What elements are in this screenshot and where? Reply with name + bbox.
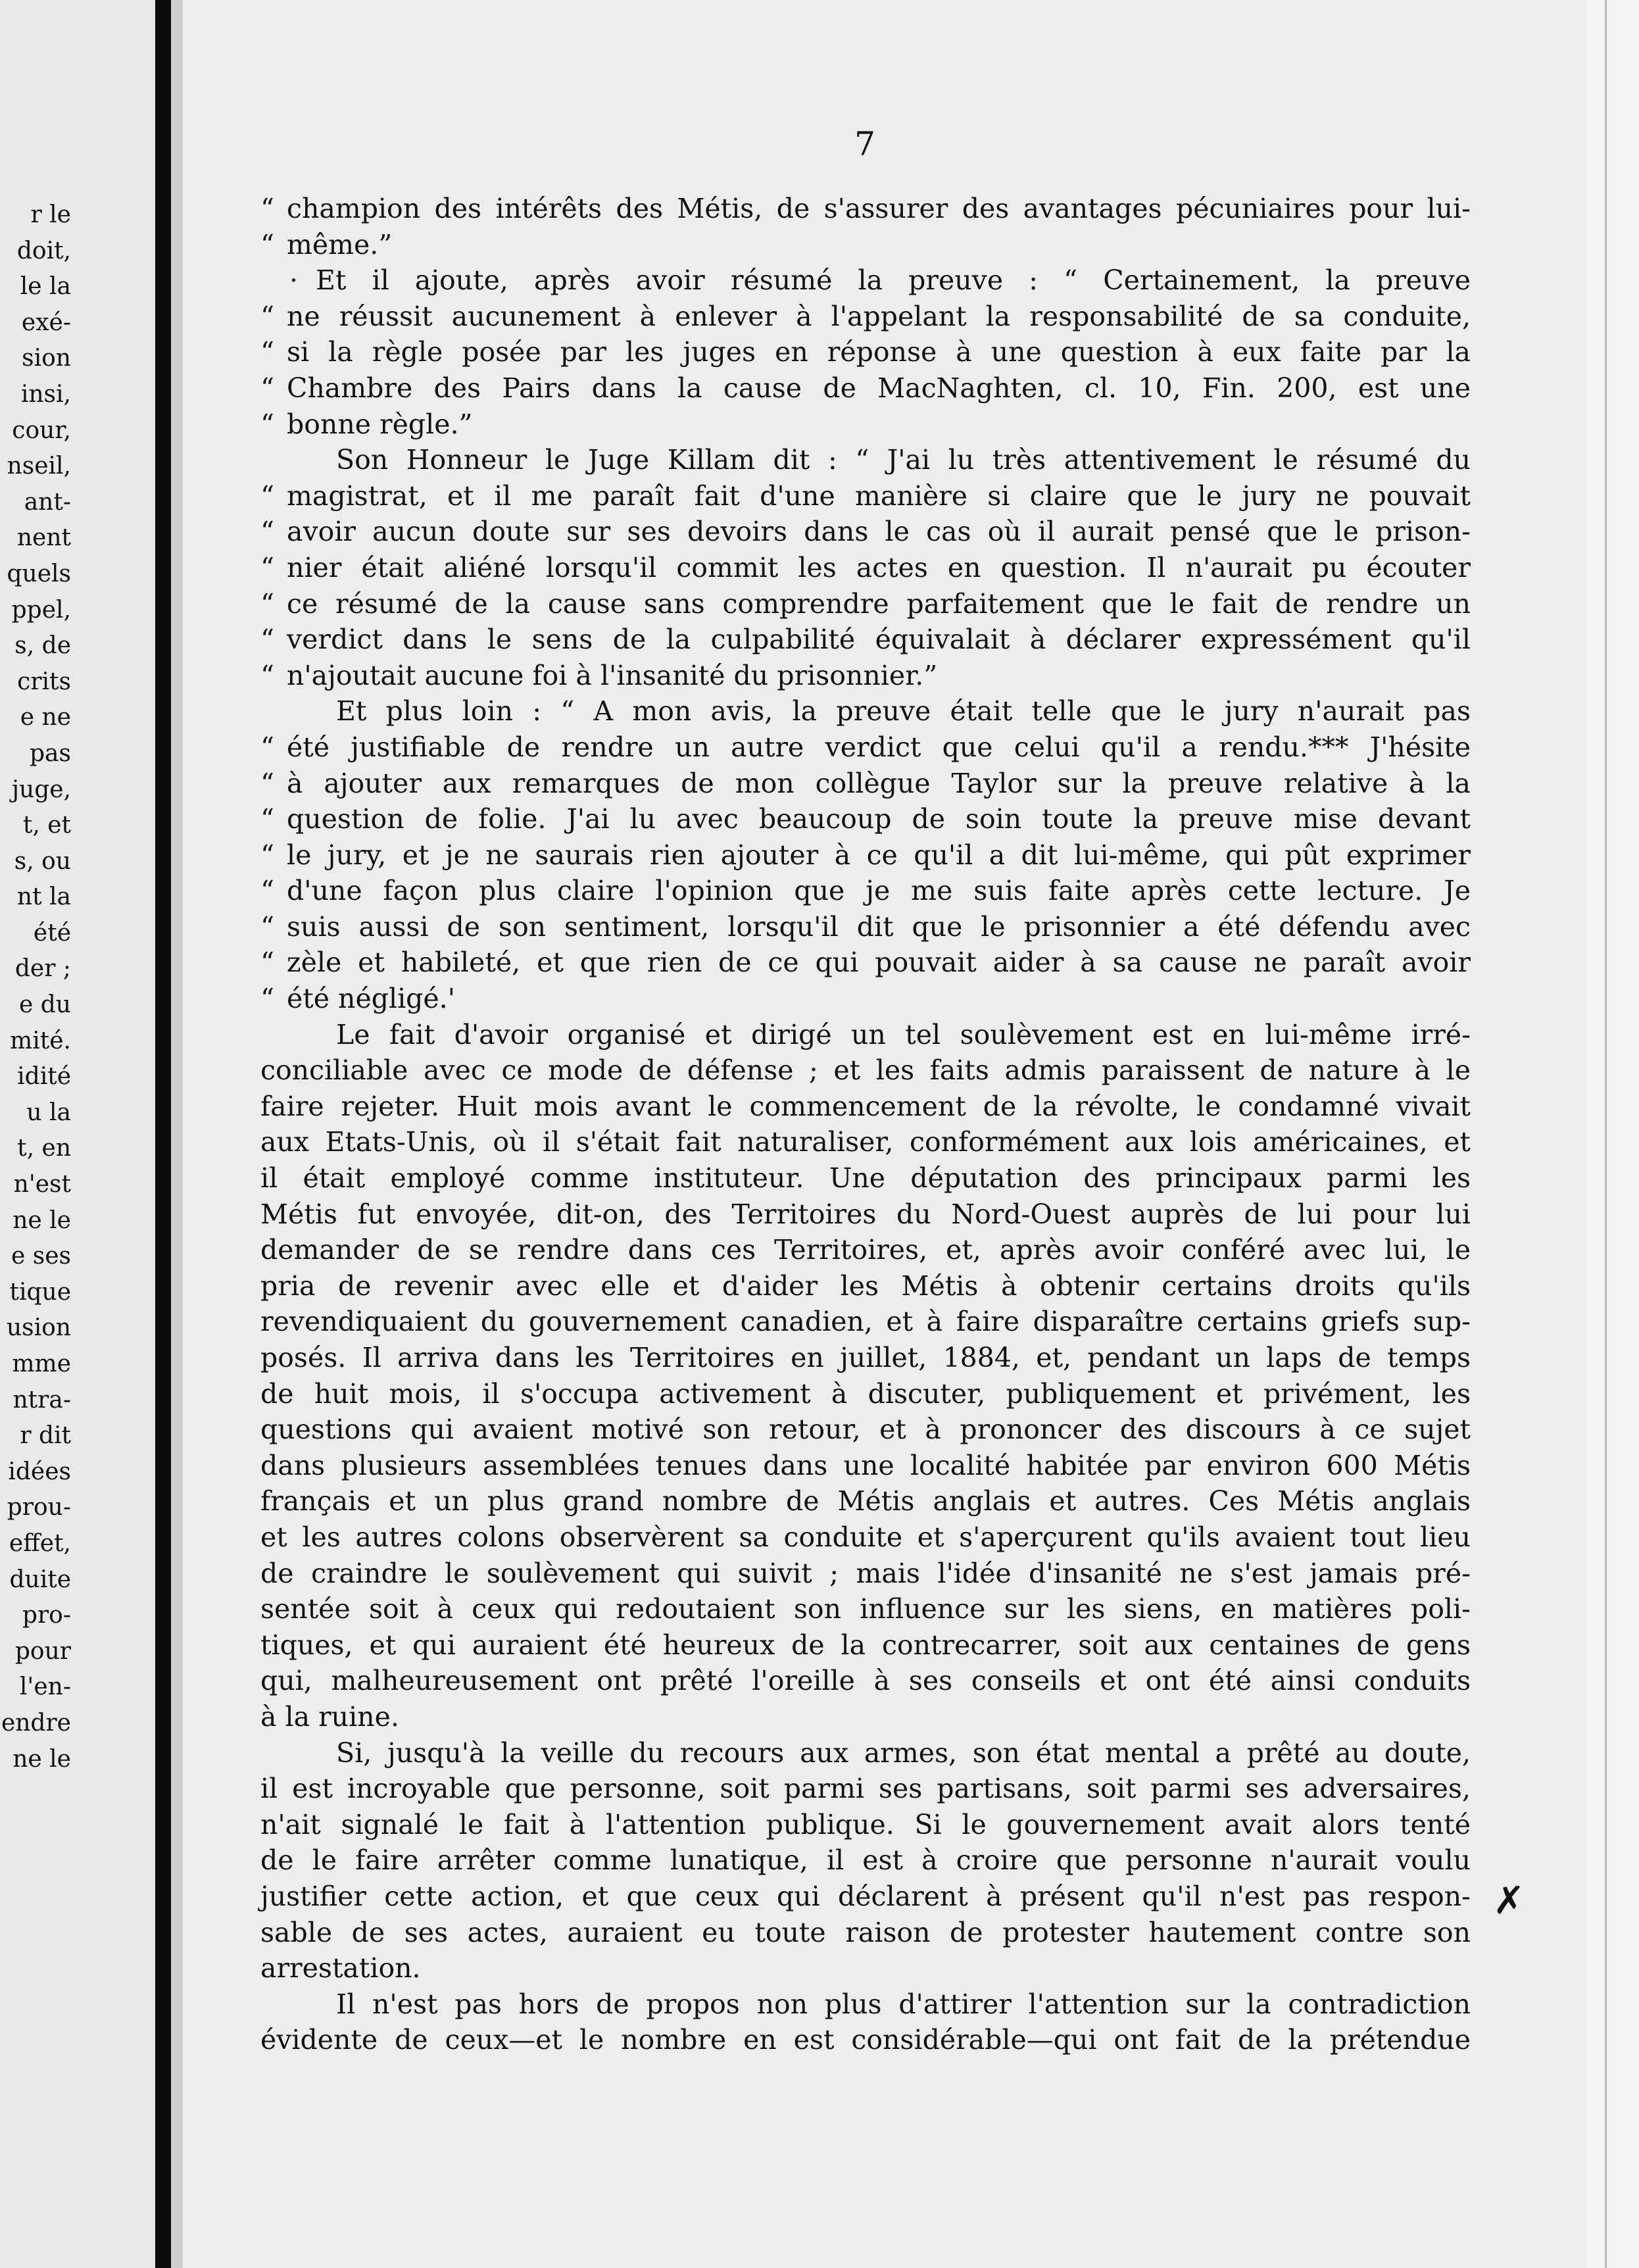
text-line [260, 334, 1471, 370]
line-text: Métis fut envoyée, dit-on, des Territoires du Nord-Ouest auprès de lui pour lui [260, 1198, 1471, 1230]
page-number: 7 [854, 125, 875, 163]
line-text: avoir aucun doute sur ses devoirs dans le cas où il aurait pensé que le prison- [287, 516, 1471, 548]
quote-mark: “ [260, 839, 274, 871]
line-text: évidente de ceux—et le nombre en est considérable—qui ont fait de la prétendue [260, 2024, 1471, 2056]
line-text: faire rejeter. Huit mois avant le commencement de la révolte, le condamné vivait [260, 1090, 1471, 1122]
text-line [260, 1160, 1471, 1196]
line-text: ne réussit aucunement à enlever à l'appelant la responsabilité de sa conduite, [287, 300, 1471, 332]
text-line [260, 1842, 1471, 1879]
line-text: arrestation. [260, 1952, 421, 1985]
line-text: été justifiable de rendre un autre verdict que celui qu'il a rendu.*** J'hésite [287, 731, 1471, 763]
text-line [260, 981, 1471, 1017]
facing-page-fragment: quels [7, 560, 71, 587]
line-text: n'ait signalé le fait à l'attention publique. Si le gouvernement avait alors tenté [260, 1808, 1471, 1840]
text-line [260, 514, 1471, 550]
facing-page-fragment: juge, [11, 776, 71, 803]
quote-mark: · [289, 264, 299, 297]
text-line [260, 1627, 1471, 1664]
facing-page-fragment: nt la [16, 883, 71, 911]
text-line [260, 191, 1471, 227]
text-line [260, 442, 1471, 478]
facing-page-fragment: nseil, [7, 453, 71, 480]
line-text: bonne règle.” [287, 408, 473, 440]
facing-page-fragment: duite [9, 1565, 71, 1593]
quote-mark: “ [260, 336, 274, 368]
quote-mark: “ [260, 767, 274, 799]
text-line [260, 1052, 1471, 1089]
line-text: suis aussi de son sentiment, lorsqu'il dit que le prisonnier a été défendu avec [287, 910, 1471, 943]
facing-page-fragment: r dit [20, 1422, 71, 1450]
text-line [260, 1412, 1471, 1448]
line-text: Son Honneur le Juge Killam dit : “ J'ai lu très attentivement le résumé du [336, 444, 1471, 476]
page-edge-line [1605, 0, 1607, 2268]
line-text: qui, malheureusement ont prêté l'oreille à ses conseils et ont été ainsi conduits [260, 1665, 1471, 1697]
facing-page-fragment: pro- [22, 1602, 71, 1629]
text-line [260, 1483, 1471, 1519]
text-line [260, 729, 1471, 766]
facing-page-fragment: endre [1, 1709, 71, 1737]
facing-page-fragment: effet, [9, 1529, 71, 1557]
margin-mark-icon: ✗ [1493, 1878, 1525, 1923]
facing-page-fragment: e du [19, 991, 71, 1019]
facing-page-fragment: e ne [20, 704, 71, 731]
line-text: Et plus loin : “ A mon avis, la preuve était telle que le jury n'aurait pas [336, 695, 1471, 727]
book-gutter [155, 0, 171, 2268]
line-text: Il n'est pas hors de propos non plus d'attirer l'attention sur la contradiction [336, 1988, 1471, 2020]
text-line [260, 1017, 1471, 1053]
line-text: à la ruine. [260, 1700, 399, 1733]
text-line [260, 1556, 1471, 1592]
text-line [260, 1124, 1471, 1160]
text-line [260, 1519, 1471, 1556]
line-text: demander de se rendre dans ces Territoires, et, après avoir conféré avec lui, le [260, 1234, 1471, 1266]
text-line [260, 407, 1471, 443]
facing-page-fragment: ppel, [11, 596, 71, 624]
line-text: Chambre des Pairs dans la cause de MacNaghten, cl. 10, Fin. 200, est une [287, 372, 1471, 404]
facing-page-fragment: crits [17, 668, 71, 695]
body-text [260, 191, 1471, 2058]
line-text: Si, jusqu'à la veille du recours aux armes, son état mental a prêté au doute, [336, 1737, 1471, 1769]
facing-page-fragment: pas [30, 739, 71, 767]
text-line [260, 227, 1471, 263]
line-text: tiques, et qui auraient été heureux de la contrecarrer, soit aux centaines de gens [260, 1629, 1471, 1661]
line-text: aux Etats-Unis, où il s'était fait naturaliser, conformément aux lois américaines, et [260, 1126, 1471, 1158]
line-text: il est incroyable que personne, soit parmi ses partisans, soit parmi ses adversaires, [260, 1773, 1471, 1805]
line-text: nier était aliéné lorsqu'il commit les actes en question. Il n'aurait pu écouter [287, 551, 1471, 583]
quote-mark: “ [260, 193, 274, 224]
line-text: champion des intérêts des Métis, de s'assurer des avantages pécuniaires pour lui- [287, 193, 1471, 224]
line-text: pria de revenir avec elle et d'aider les Métis à obtenir certains droits qu'ils [260, 1270, 1471, 1302]
facing-page-fragment: u la [26, 1098, 71, 1126]
quote-mark: “ [260, 624, 274, 656]
line-text: si la règle posée par les juges en réponse à une question à eux faite par la [287, 336, 1471, 368]
line-text: le jury, et je ne saurais rien ajouter à ce qu'il a dit lui-même, qui pût exprimer [287, 839, 1471, 871]
text-line [260, 945, 1471, 981]
line-text: zèle et habileté, et que rien de ce qui pouvait aider à sa cause ne paraît avoir [287, 947, 1471, 979]
line-text: n'ajoutait aucune foi à l'insanité du prisonnier.” [287, 659, 938, 691]
facing-page-fragment: pour [14, 1637, 71, 1665]
facing-page-fragment: der ; [14, 955, 71, 983]
line-text: ce résumé de la cause sans comprendre parfaitement que le fait de rendre un [287, 587, 1471, 620]
text-line [260, 1304, 1471, 1340]
facing-page-fragment: n'est [13, 1171, 71, 1198]
facing-page-fragment: s, de [14, 632, 71, 660]
quote-mark: “ [260, 587, 274, 620]
facing-page-fragment: nent [16, 524, 71, 552]
facing-page-fragment: l'en- [19, 1673, 71, 1701]
text-line [260, 1915, 1471, 1951]
text-line [260, 909, 1471, 945]
facing-page-fragment: idité [17, 1063, 71, 1091]
text-line [260, 1735, 1471, 1771]
facing-page-fragment: mme [12, 1350, 71, 1377]
line-text: de craindre le soulèvement qui suivit ; mais l'idée d'insanité ne s'est jamais pré- [260, 1557, 1471, 1589]
text-line [260, 1591, 1471, 1627]
facing-page-fragment: ne le [12, 1206, 71, 1234]
line-text: magistrat, et il me paraît fait d'une manière si claire que le jury ne pouvait [287, 480, 1471, 512]
quote-mark: “ [260, 228, 274, 260]
line-text: questions qui avaient motivé son retour, et à prononcer des discours à ce sujet [260, 1414, 1471, 1446]
line-text: et les autres colons observèrent sa conduite et s'aperçurent qu'ils avaient tout lieu [260, 1521, 1471, 1553]
text-line [260, 622, 1471, 658]
text-line [260, 262, 1471, 299]
facing-page-fragment: t, et [22, 812, 71, 839]
line-text: de le faire arrêter comme lunatique, il est à croire que personne n'aurait voulu [260, 1844, 1471, 1877]
facing-page-fragment: prou- [7, 1494, 71, 1521]
quote-mark: “ [260, 947, 274, 979]
line-text: sentée soit à ceux qui redoutaient son influence sur les siens, en matières poli- [260, 1593, 1471, 1625]
text-line [260, 658, 1471, 694]
facing-page-text [0, 197, 155, 1777]
text-line [260, 2022, 1471, 2058]
text-line [260, 1663, 1471, 1699]
facing-page-fragment: été [33, 919, 71, 947]
facing-page-fragment: s, ou [14, 847, 71, 875]
line-text: question de folie. J'ai lu avec beaucoup de soin toute la preuve mise devant [287, 803, 1471, 835]
text-line [260, 766, 1471, 802]
quote-mark: “ [260, 659, 274, 691]
page-edge [1586, 0, 1639, 2268]
text-line [260, 299, 1471, 335]
facing-page-strip [0, 0, 155, 2268]
line-text: de huit mois, il s'occupa activement à discuter, publiquement et privément, les [260, 1377, 1471, 1410]
text-line [260, 586, 1471, 622]
facing-page-fragment: sion [22, 345, 71, 372]
line-text: d'une façon plus claire l'opinion que je me suis faite après cette lecture. Je [287, 875, 1471, 907]
facing-page-fragment: le la [20, 273, 71, 301]
facing-page-fragment: usion [6, 1314, 71, 1342]
text-line [260, 1879, 1471, 1915]
text-line [260, 1950, 1471, 1986]
text-line [260, 801, 1471, 837]
line-text: même.” [287, 228, 393, 260]
line-text: français et un plus grand nombre de Métis anglais et autres. Ces Métis anglais [260, 1485, 1471, 1517]
quote-mark: “ [260, 803, 274, 835]
text-line [260, 1196, 1471, 1233]
quote-mark: “ [260, 408, 274, 440]
facing-page-fragment: idées [8, 1458, 71, 1485]
line-text: revendiquaient du gouvernement canadien, et à faire disparaître certains griefs sup- [260, 1306, 1471, 1338]
text-line [260, 1807, 1471, 1843]
line-text: justifier cette action, et que ceux qui déclarent à présent qu'il n'est pas respon- [260, 1880, 1471, 1912]
text-line [260, 478, 1471, 514]
facing-page-fragment: ntra- [12, 1386, 71, 1414]
facing-page-fragment: t, en [17, 1135, 71, 1162]
facing-page-fragment: tique [9, 1278, 71, 1306]
text-line [260, 1376, 1471, 1412]
text-line [260, 1268, 1471, 1304]
facing-page-fragment: doit, [16, 237, 71, 264]
line-text: été négligé.' [287, 983, 455, 1015]
text-line [260, 1771, 1471, 1807]
line-text: verdict dans le sens de la culpabilité équivalait à déclarer expressément qu'il [287, 624, 1471, 656]
line-text: sable de ses actes, auraient eu toute raison de protester hautement contre son [260, 1916, 1471, 1948]
quote-mark: “ [260, 551, 274, 583]
facing-page-fragment: e ses [11, 1243, 71, 1270]
text-line [260, 873, 1471, 909]
facing-page-fragment: exé- [21, 308, 71, 336]
quote-mark: “ [260, 983, 274, 1015]
text-line [260, 370, 1471, 407]
text-line [260, 1232, 1471, 1268]
quote-mark: “ [260, 910, 274, 943]
facing-page-fragment: ant- [24, 488, 71, 516]
text-line [260, 1340, 1471, 1376]
quote-mark: “ [260, 480, 274, 512]
facing-page-fragment: ne le [12, 1745, 71, 1773]
text-line [260, 1448, 1471, 1484]
gutter-edge [171, 0, 183, 2268]
text-line [260, 1089, 1471, 1125]
line-text: à ajouter aux remarques de mon collègue Taylor sur la preuve relative à la [287, 767, 1471, 799]
text-line [260, 1986, 1471, 2023]
line-text: il était employé comme instituteur. Une députation des principaux parmi les [260, 1162, 1471, 1195]
facing-page-fragment: cour, [12, 416, 71, 444]
text-line [260, 550, 1471, 586]
facing-page-fragment: r le [30, 201, 71, 228]
line-text: Et il ajoute, après avoir résumé la preuve : “ Certainement, la preuve [316, 264, 1471, 297]
facing-page-fragment: insi, [20, 380, 71, 408]
line-text: dans plusieurs assemblées tenues dans une localité habitée par environ 600 Métis [260, 1449, 1471, 1481]
quote-mark: “ [260, 372, 274, 404]
quote-mark: “ [260, 300, 274, 332]
quote-mark: “ [260, 516, 274, 548]
facing-page-fragment: mité. [10, 1027, 71, 1054]
text-line [260, 1699, 1471, 1735]
line-text: posés. Il arriva dans les Territoires en juillet, 1884, et, pendant un laps de temps [260, 1342, 1471, 1373]
line-text: conciliable avec ce mode de défense ; et les faits admis paraissent de nature à le [260, 1054, 1471, 1087]
text-line [260, 837, 1471, 874]
line-text: Le fait d'avoir organisé et dirigé un tel soulèvement est en lui-même irré- [336, 1018, 1471, 1050]
text-line [260, 693, 1471, 729]
quote-mark: “ [260, 731, 274, 763]
quote-mark: “ [260, 875, 274, 907]
